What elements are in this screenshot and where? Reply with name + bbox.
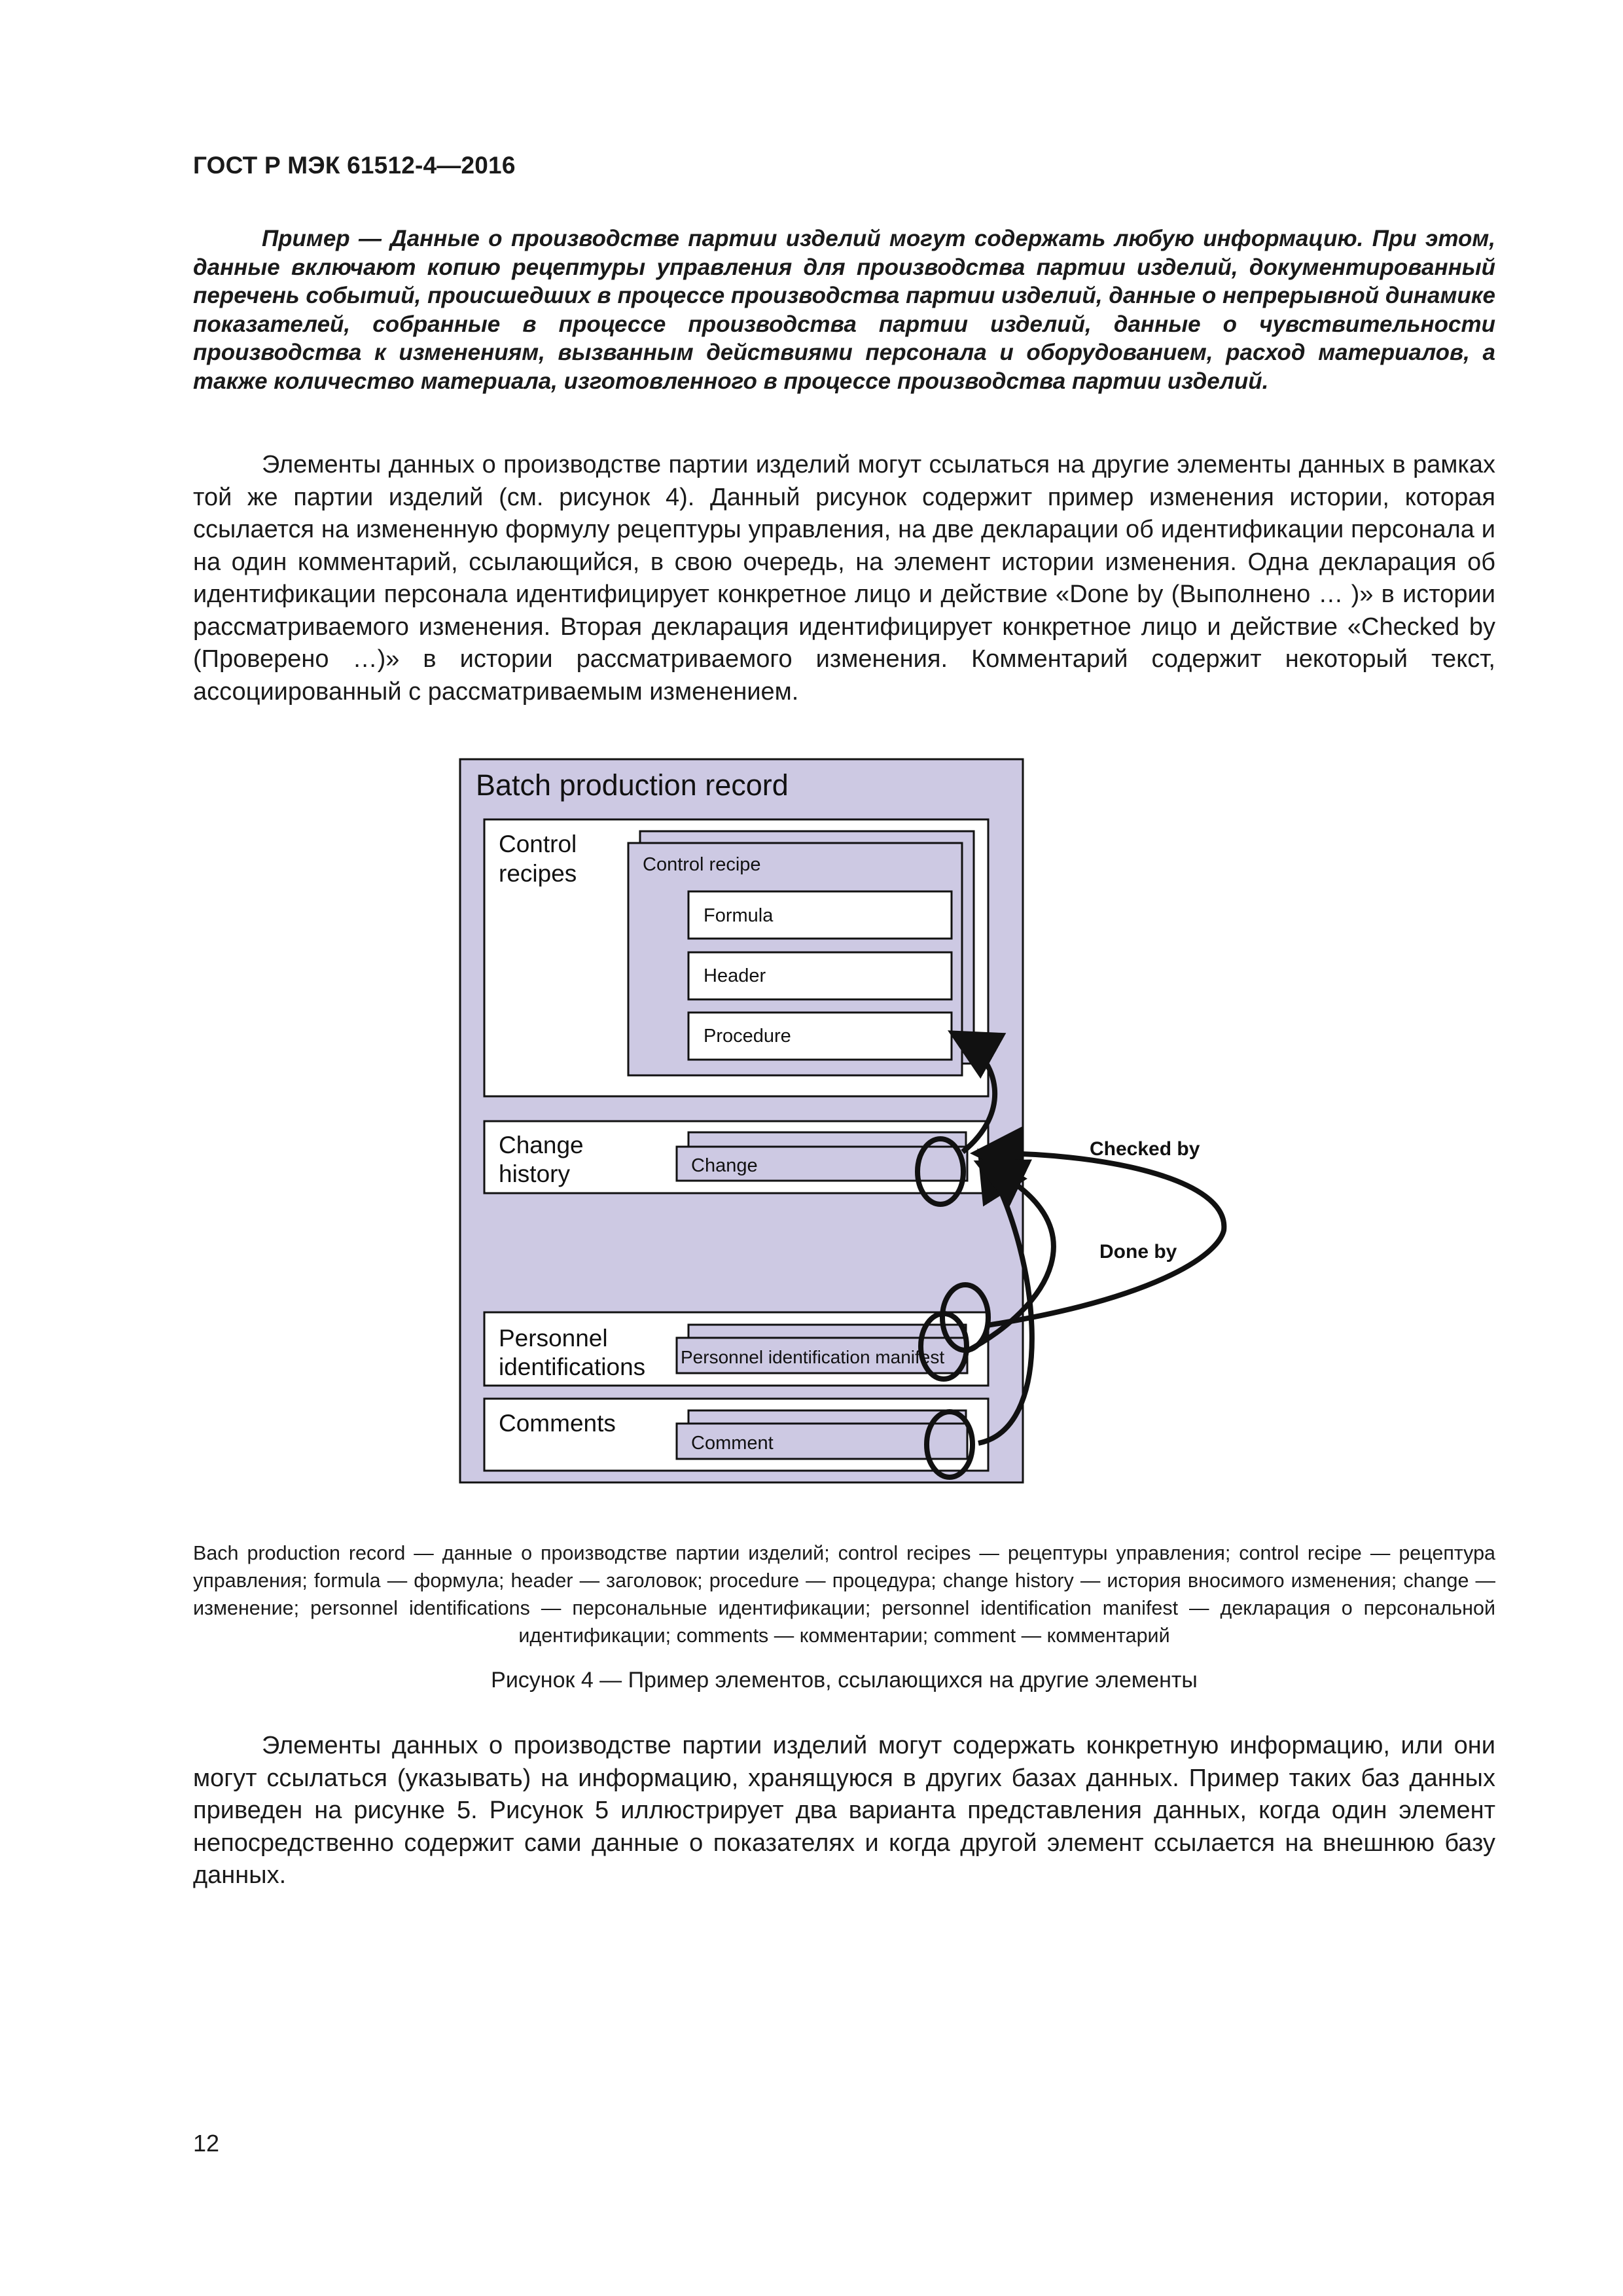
formula-label: Formula: [704, 905, 774, 926]
figure-legend: Bach production record — данные о производстве партии изделий; control recipes — рецептуры управления; control recipe — рецептура управления; formula — формула; header — заголовок; procedure — процедура; change history — история вносимого изменения; change — изменение; personnel identifications — персональные идентификации; personnel identification manifest — декларация о персональной идентификации; comments — комментарии; comment — комментарий: [193, 1542, 1495, 1647]
page-number: 12: [193, 2130, 220, 2157]
control-recipes-label-line2: recipes: [499, 860, 577, 887]
document-header: ГОСТ Р МЭК 61512-4—2016: [193, 152, 516, 179]
control-recipes-label-line1: Control: [499, 831, 577, 857]
body-paragraph-1: Элементы данных о производстве партии изделий могут ссылаться на другие элементы данных в рамках той же партии изделий (см. рисунок 4). Данный рисунок содержит пример изменения истории, которая ссылается на измененную формулу рецептуры управления, на две декларации об идентификации персонала и на один комментарий, ссылающийся, в свою очередь, на элемент истории изменения. Одна декларация об идентификации персонала идентифицирует конкретное лицо и действие «Done by (Выполнено … )» в истории рассматриваемого изменения. Вторая декларация идентифицирует конкретное лицо и действие «Checked by (Проверено …)» в истории рассматриваемого изменения. Комментарий содержит некоторый текст, ассоциированный с рассматриваемым изменением.: [193, 451, 1495, 706]
personnel-identifications-label-line1: Personnel: [499, 1325, 608, 1352]
personnel-identifications-label-line2: identifications: [499, 1354, 646, 1380]
body-paragraph-2: Элементы данных о производстве партии изделий могут содержать конкретную информацию, или они могут ссылаться (указывать) на информацию, хранящуюся в других базах данных. Пример таких баз данных приведен на рисунке 5. Рисунок 5 иллюстрирует два варианта представления данных, когда один элемент непосредственно содержит сами данные о показателях и когда другой элемент ссылается на внешнюю базу данных.: [193, 1732, 1495, 1889]
procedure-label: Procedure: [704, 1026, 791, 1047]
header-label: Header: [704, 965, 766, 986]
comments-label: Comments: [499, 1410, 616, 1437]
figure-caption: Рисунок 4 — Пример элементов, ссылающихся на другие элементы: [491, 1668, 1198, 1693]
change-label: Change: [691, 1155, 758, 1176]
done-by-label: Done by: [1099, 1241, 1177, 1263]
comment-label: Comment: [691, 1433, 774, 1454]
example-note: Пример — Данные о производстве партии изделий могут содержать любую информацию. При этом, данные включают копию рецептуры управления для производства партии изделий, документированный перечень событий, происшедших в процессе производства партии изделий, данные о непрерывной динамике показателей, собранные в процессе производства партии изделий, данные о чувствительности производства к изменениям, вызванным действиями персонала и оборудованием, расход материалов, а также количество материала, изготовленного в процессе производства партии изделий.: [193, 226, 1495, 394]
personnel-manifest-label: Personnel identification manifest: [681, 1347, 945, 1367]
figure-title: Batch production record: [476, 768, 789, 802]
change-history-label-line1: Change: [499, 1132, 584, 1158]
control-recipe-label: Control recipe: [643, 854, 761, 875]
change-history-label-line2: history: [499, 1160, 570, 1187]
checked-by-label: Checked by: [1090, 1138, 1200, 1160]
